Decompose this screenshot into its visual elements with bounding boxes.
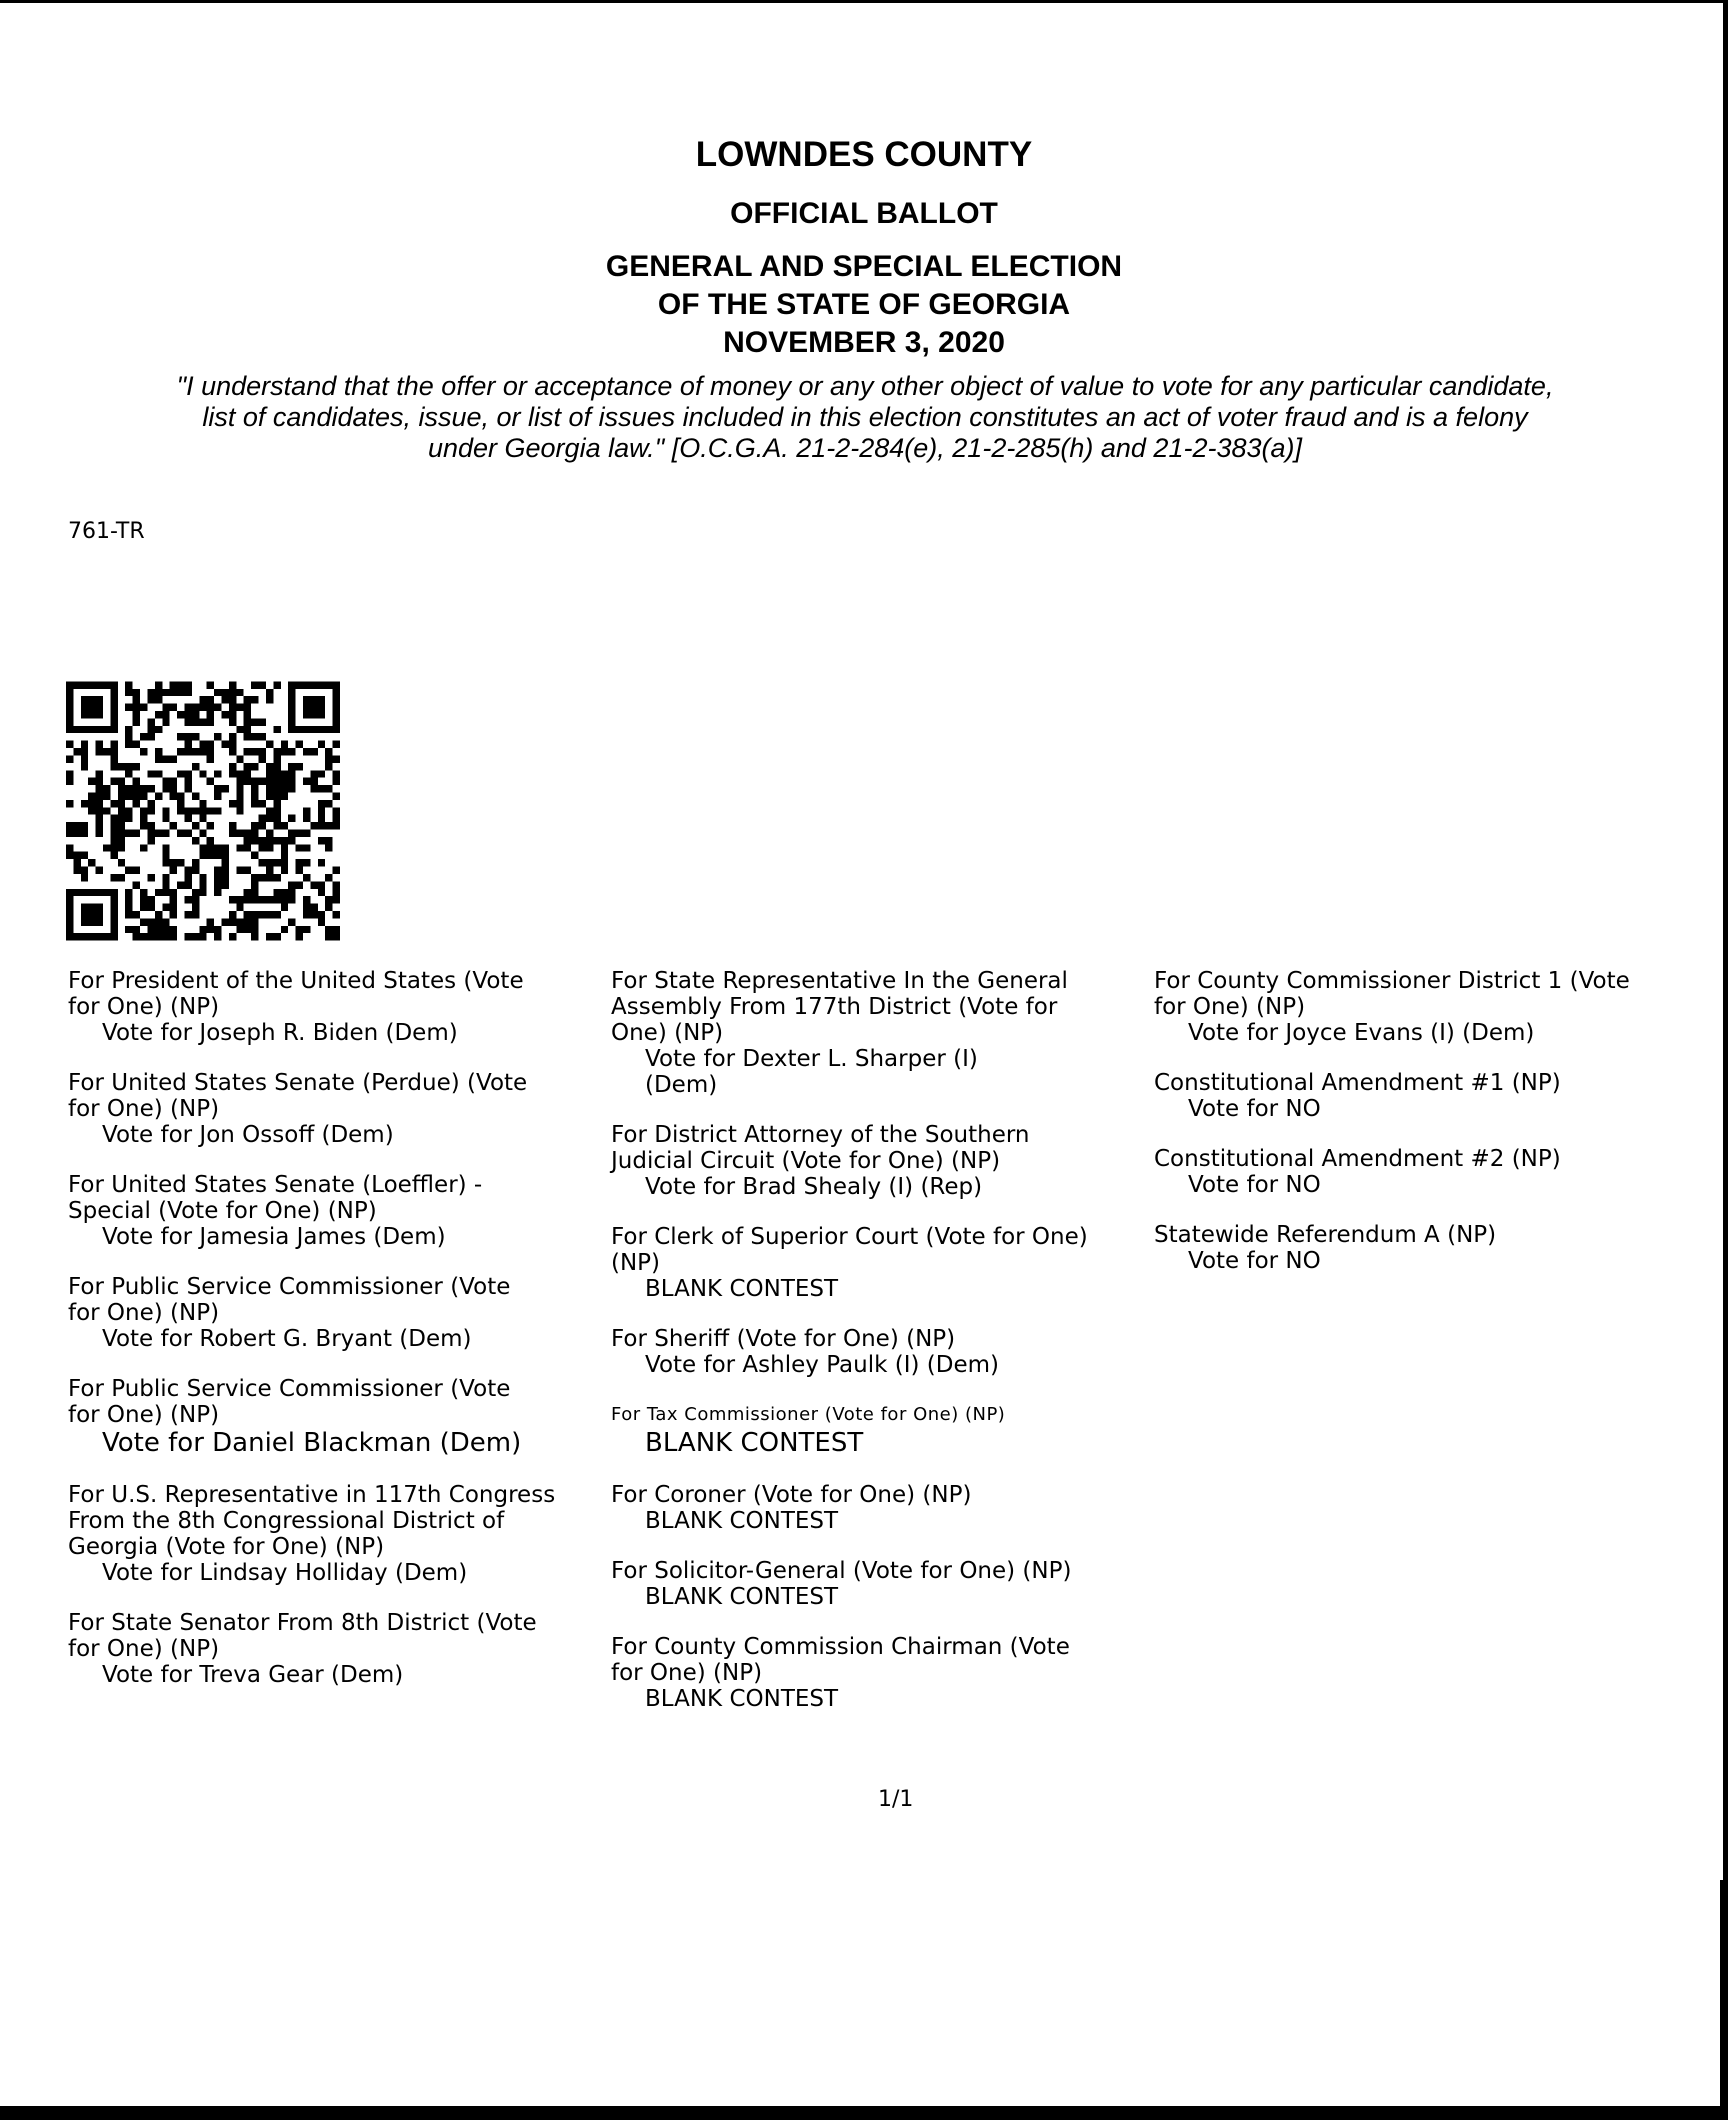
- contest-selection: BLANK CONTEST: [645, 1584, 839, 1610]
- contest-title: For County Commission Chairman (Vote for One) (NP): [611, 1634, 1070, 1686]
- contest-title: For Solicitor-General (Vote for One) (NP): [611, 1558, 1072, 1584]
- scan-edge-top: [0, 0, 1728, 3]
- contest-selection: Vote for Jamesia James (Dem): [102, 1224, 446, 1250]
- contest-title: For United States Senate (Loeffler) - Special (Vote for One) (NP): [68, 1172, 483, 1224]
- contest-title: For Coroner (Vote for One) (NP): [611, 1482, 972, 1508]
- contest-title: For Sheriff (Vote for One) (NP): [611, 1326, 956, 1352]
- qr-code: [66, 681, 340, 941]
- contest-title: Statewide Referendum A (NP): [1154, 1222, 1497, 1248]
- contest-selection: BLANK CONTEST: [645, 1276, 839, 1302]
- contest-column-2: [611, 968, 1151, 1736]
- ballot-style-code: 761-TR: [68, 519, 145, 544]
- contest: [611, 1482, 1151, 1534]
- contest: [611, 1326, 1151, 1378]
- contest: [611, 1634, 1151, 1712]
- contest-title: For President of the United States (Vote for One) (NP): [68, 968, 524, 1020]
- contest: [611, 1122, 1151, 1200]
- contest-selection: Vote for Joyce Evans (I) (Dem): [1188, 1020, 1535, 1046]
- scan-edge-right-lower: [1720, 1880, 1728, 2120]
- contest-selection: Vote for Brad Shealy (I) (Rep): [645, 1174, 983, 1200]
- scan-edge-bottom: [0, 2106, 1728, 2120]
- election-date: NOVEMBER 3, 2020: [723, 326, 1005, 359]
- contest-selection: Vote for NO: [1188, 1096, 1321, 1122]
- contest-selection: Vote for NO: [1188, 1172, 1321, 1198]
- page-number: 1/1: [878, 1787, 914, 1812]
- contest: [1154, 1222, 1674, 1274]
- contest-title: For District Attorney of the Southern Judicial Circuit (Vote for One) (NP): [611, 1122, 1030, 1174]
- contest-title: For U.S. Representative in 117th Congress From the 8th Congressional District of Georgia (Vote for One) (NP): [68, 1482, 556, 1560]
- election-title: [0, 248, 1728, 362]
- contest: [68, 1482, 608, 1586]
- contest-title: For State Senator From 8th District (Vote for One) (NP): [68, 1610, 537, 1662]
- county-title: LOWNDES COUNTY: [695, 135, 1033, 174]
- contest: [68, 1376, 608, 1458]
- contest: [68, 1610, 608, 1688]
- contest-selection: Vote for Lindsay Holliday (Dem): [102, 1560, 468, 1586]
- oath-line: "I understand that the offer or acceptance of money or any other object of value to vote for any particular candidate,: [176, 371, 1554, 401]
- contest: [68, 1274, 608, 1352]
- contest-title: Constitutional Amendment #1 (NP): [1154, 1070, 1561, 1096]
- contest-title: For Tax Commissioner (Vote for One) (NP): [611, 1404, 1006, 1425]
- contest: [611, 1224, 1151, 1302]
- election-title-line2: OF THE STATE OF GEORGIA: [657, 288, 1071, 321]
- contest-title: For Clerk of Superior Court (Vote for One) (NP): [611, 1224, 1088, 1276]
- contest-column-3: [1154, 968, 1674, 1298]
- contest: [1154, 968, 1674, 1046]
- oath-line: list of candidates, issue, or list of issues included in this election constitutes an act of voter fraud and is a felony: [202, 402, 1528, 432]
- ballot-header: [0, 130, 1728, 362]
- contest: [1154, 1146, 1674, 1198]
- election-title-line1: GENERAL AND SPECIAL ELECTION: [605, 250, 1123, 283]
- contest-selection: Vote for Dexter L. Sharper (I) (Dem): [645, 1046, 978, 1098]
- contest-title: For County Commissioner District 1 (Vote for One) (NP): [1154, 968, 1630, 1020]
- contest-selection: Vote for Ashley Paulk (I) (Dem): [645, 1352, 999, 1378]
- contest-title: Constitutional Amendment #2 (NP): [1154, 1146, 1561, 1172]
- contest: [611, 1402, 1151, 1458]
- ballot-type-title: OFFICIAL BALLOT: [730, 197, 998, 230]
- contest: [611, 968, 1151, 1098]
- contest-selection: Vote for Daniel Blackman (Dem): [102, 1428, 522, 1458]
- contest-selection: BLANK CONTEST: [645, 1508, 839, 1534]
- contest: [68, 1070, 608, 1148]
- contest: [68, 968, 608, 1046]
- oath-line: under Georgia law." [O.C.G.A. 21-2-284(e), 21-2-285(h) and 21-2-383(a)]: [427, 433, 1303, 463]
- contest-selection: Vote for Joseph R. Biden (Dem): [102, 1020, 458, 1046]
- contest-selection: Vote for NO: [1188, 1248, 1321, 1274]
- voter-fraud-oath: [60, 371, 1670, 464]
- contest: [68, 1172, 608, 1250]
- contest-column-1: [68, 968, 608, 1712]
- contest-selection: BLANK CONTEST: [645, 1428, 864, 1458]
- contest-title: For State Representative In the General Assembly From 177th District (Vote for One) (NP): [611, 968, 1068, 1046]
- contest-title: For Public Service Commissioner (Vote for One) (NP): [68, 1376, 511, 1428]
- contest-title: For Public Service Commissioner (Vote for One) (NP): [68, 1274, 511, 1326]
- contest: [611, 1558, 1151, 1610]
- contest: [1154, 1070, 1674, 1122]
- contest-selection: BLANK CONTEST: [645, 1686, 839, 1712]
- contest-selection: Vote for Treva Gear (Dem): [102, 1662, 404, 1688]
- contest-title: For United States Senate (Perdue) (Vote for One) (NP): [68, 1070, 528, 1122]
- contest-selection: Vote for Jon Ossoff (Dem): [102, 1122, 394, 1148]
- contest-selection: Vote for Robert G. Bryant (Dem): [102, 1326, 472, 1352]
